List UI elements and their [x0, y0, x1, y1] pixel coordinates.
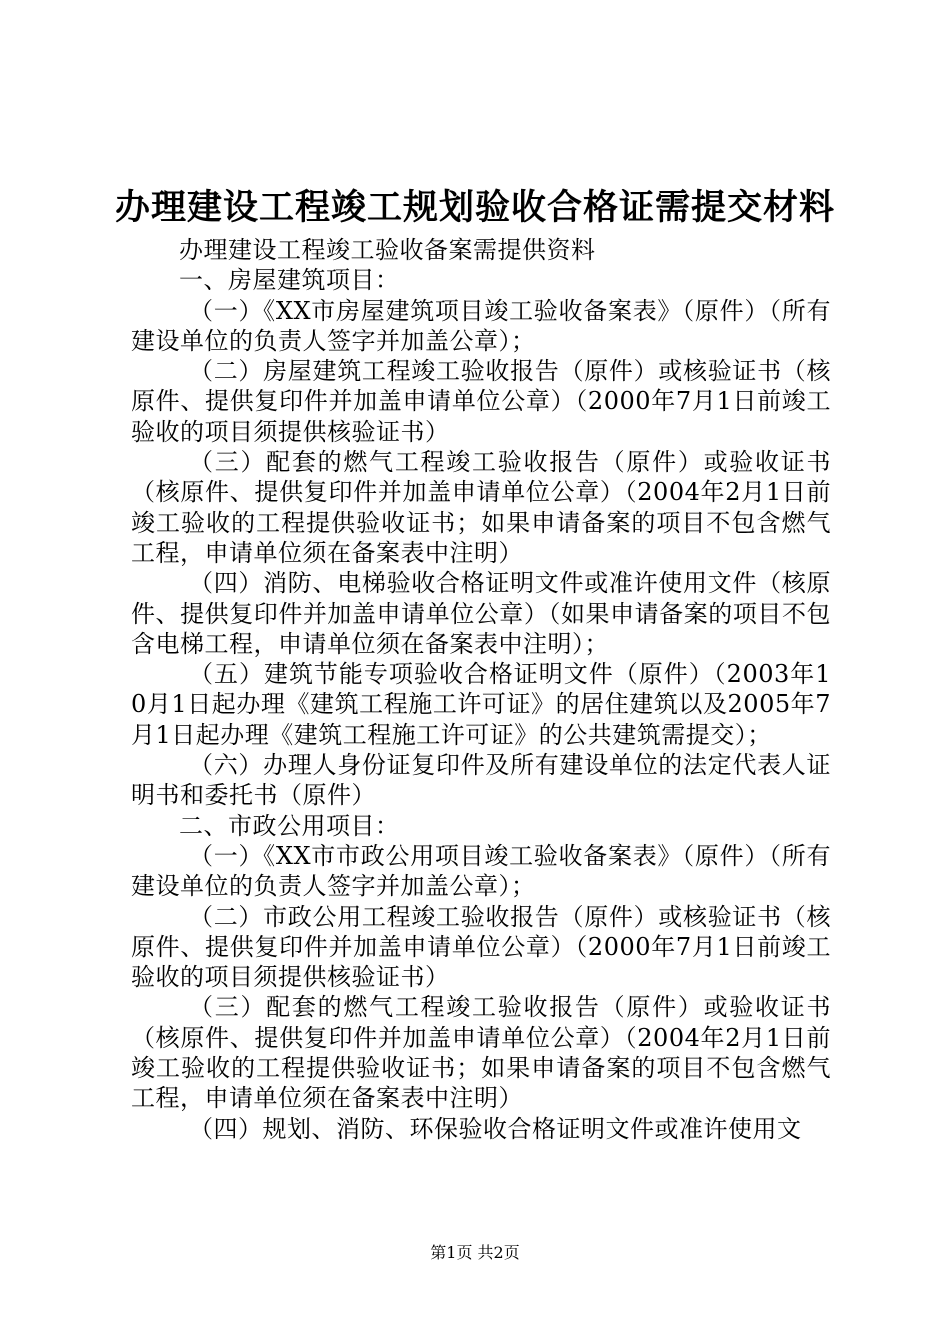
municipal-item-1: （一）《XX市市政公用项目竣工验收备案表》（原件）（所有建设单位的负责人签字并加盖公章）；: [131, 841, 831, 901]
housing-item-1: （一）《XX市房屋建筑项目竣工验收备案表》（原件）（所有建设单位的负责人签字并加盖公章）；: [131, 296, 831, 355]
housing-item-3: （三）配套的燃气工程竣工验收报告（原件）或验收证书（核原件、提供复印件并加盖申请单位公章）（2004年2月1日前竣工验收的工程提供验收证书；如果申请备案的项目不包含燃气工程，申请单位须在备案表中注明）: [131, 448, 831, 567]
section-heading-housing: 一、房屋建筑项目：: [179, 266, 400, 295]
document-body: [131, 235, 831, 1144]
page-number-footer: 第1页 共2页: [430, 1243, 520, 1262]
housing-item-4: （四）消防、电梯验收合格证明文件或准许使用文件（核原件、提供复印件并加盖申请单位公章）（如果申请备案的项目不包含电梯工程，申请单位须在备案表中注明）；: [131, 569, 831, 658]
housing-item-6: （六）办理人身份证复印件及所有建设单位的法定代表人证明书和委托书（原件）: [131, 751, 831, 810]
intro-paragraph: 办理建设工程竣工验收备案需提供资料: [179, 236, 596, 264]
municipal-item-2: （二）市政公用工程竣工验收报告（原件）或核验证书（核原件、提供复印件并加盖申请单位公章）（2000年7月1日前竣工验收的项目须提供核验证书）: [131, 902, 831, 992]
housing-item-2: （二）房屋建筑工程竣工验收报告（原件）或核验证书（核原件、提供复印件并加盖申请单位公章）（2000年7月1日前竣工验收的项目须提供核验证书）: [131, 357, 831, 446]
housing-item-5: （五）建筑节能专项验收合格证明文件（原件）（2003年10月1日起办理《建筑工程施工许可证》的居住建筑以及2005年7月1日起办理《建筑工程施工许可证》的公共建筑需提交）；: [131, 660, 831, 749]
municipal-item-4: （四）规划、消防、环保验收合格证明文件或准许使用文: [189, 1114, 802, 1143]
document-title: 办理建设工程竣工规划验收合格证需提交材料: [114, 188, 835, 228]
municipal-item-3: （三）配套的燃气工程竣工验收报告（原件）或验收证书（核原件、提供复印件并加盖申请单位公章）（2004年2月1日前竣工验收的工程提供验收证书；如果申请备案的项目不包含燃气工程，申请单位须在备案表中注明）: [131, 993, 831, 1113]
section-heading-municipal: 二、市政公用项目：: [179, 811, 400, 840]
